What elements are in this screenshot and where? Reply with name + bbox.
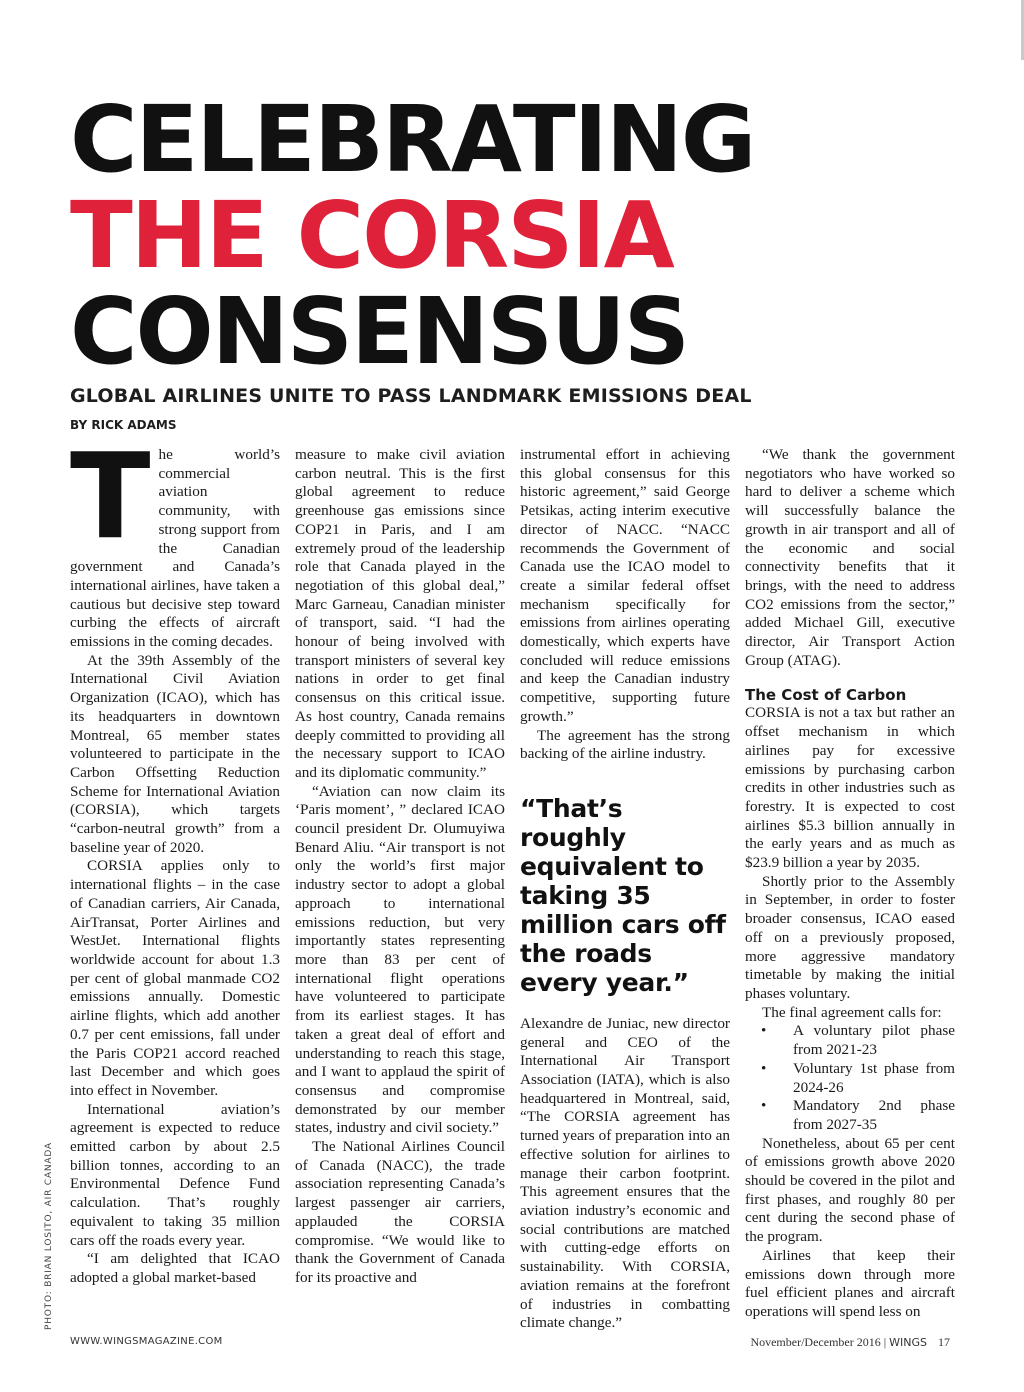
footer-website: WWW.WINGSMAGAZINE.COM: [70, 1336, 223, 1347]
headline-line-2: THE CORSIA: [70, 182, 673, 289]
bullet-list: [745, 1022, 955, 1134]
headline-line-1: CELEBRATING: [70, 86, 755, 193]
footer-issue: November/December 2016: [750, 1335, 881, 1349]
paragraph: Nonetheless, about 65 per cent of emissions growth above 2020 should be covered in the pilot and first phases, and roughly 80 per cent during the second phase of the program.: [745, 1134, 955, 1246]
paragraph: measure to make civil aviation carbon neutral. This is the first global agreement to reduce greenhouse gas emissions since COP21 in Paris, and I am extremely proud of the leadership role that Canada played in the negotiation of this global deal,” Marc Garneau, Canadian minister of transport, said. “I had the honour of being involved with transport ministers of several key nations in order to get final consensus on this critical issue. As host country, Canada remains deeply committed to providing all the necessary support to ICAO and its diplomatic community.”: [295, 446, 505, 781]
footer-publication: WINGS: [889, 1336, 927, 1349]
footer-separator: |: [883, 1335, 887, 1349]
bullet-item: • A voluntary pilot phase from 2021-23: [745, 1022, 955, 1059]
article-column-1: [70, 427, 280, 1288]
paragraph: Alexandre de Juniac, new director general and CEO of the International Air Transport Association (IATA), which is also headquartered in Montreal, said, “The CORSIA agreement has turned years of preparation into an effective solution for airlines to manage their carbon footprint. This agreement ensures that the aviation industry’s economic and social contributions are matched with cutting-edge efforts on sustainability. With CORSIA, aviation remains at the forefront of industries in combatting climate change.”: [520, 1014, 730, 1332]
paragraph: “We thank the government negotiators who have worked so hard to deliver a scheme which will successfully balance the growth in air transport and all of the economic and social connectivity benefits that it brings, with the need to address CO2 emissions from the sector,” added Michael Gill, executive director, Air Transport Action Group (ATAG).: [745, 446, 955, 669]
footer-folio: [750, 1335, 950, 1350]
paragraph: instrumental effort in achieving this global consensus for this historic agreement,” said George Petsikas, acting interim executive director of NACC. “NACC recommends the Government of Canada use the ICAO model to create a similar federal offset mechanism specifically for emissions from airlines operating domestically, which experts have concluded will reduce emissions and keep the Canadian industry competitive, supporting future growth.”: [520, 446, 730, 725]
paragraph: International aviation’s agreement is expected to reduce emitted carbon by about 2.5 billion tonnes, according to an Environmental Defence Fund calculation. That’s roughly equivalent to taking 35 million cars off the roads every year.: [70, 1100, 280, 1249]
drop-cap: T: [70, 427, 151, 565]
paragraph: “I am delighted that ICAO adopted a global market-based: [70, 1250, 280, 1286]
paragraph: Airlines that keep their emissions down through more fuel efficient planes and aircraft operations will spend less on: [745, 1246, 955, 1320]
paragraph-text: he world’s commercial aviation community, with strong support from the Canadian government and Canada’s international airlines, have taken a cautious but decisive step toward curbing the effects of aircraft emissions in the coming decades.: [70, 446, 280, 651]
article-column-2: [295, 446, 505, 1288]
paragraph: [70, 427, 280, 652]
paragraph: Shortly prior to the Assembly in September, in order to foster broader consensus, ICAO eased off on a previously proposed, more aggressive mandatory timetable by making the initial phases voluntary.: [745, 872, 955, 1002]
bullet-item: • Voluntary 1st phase from 2024-26: [745, 1060, 955, 1097]
paragraph: CORSIA is not a tax but rather an offset mechanism in which airlines pay for excessive emissions by purchasing carbon credits in other industries such as forestry. It is expected to cost airlines $5.3 billion annually in the early years and as much as $23.9 billion a year by 2035.: [745, 704, 955, 872]
article-column-3: [520, 446, 730, 1333]
bullet-item: • Mandatory 2nd phase from 2027-35: [745, 1097, 955, 1134]
paragraph: At the 39th Assembly of the International Civil Aviation Organization (ICAO), which has its headquarters in downtown Montreal, 65 member states volunteered to participate in the Carbon Offsetting Reduction Scheme for International Aviation (CORSIA), which targets “carbon-neutral growth” from a baseline year of 2020.: [70, 651, 280, 856]
headline: [70, 86, 755, 385]
paragraph: The final agreement calls for:: [762, 1003, 942, 1021]
paragraph: “Aviation can now claim its ‘Paris moment’, ” declared ICAO council president Dr. Olumuyiwa Benard Aliu. “Air transport is not only the world’s first major industry sector to adopt a global approach to international emissions reduction, but very importantly states representing more than 83 per cent of international flight operations have volunteered to participate from its earliest stages. It has taken a great deal of effort and understanding to reach this stage, and I want to applaud the spirit of consensus and compromise demonstrated by our member states, industry and civil society.”: [295, 782, 505, 1137]
subheadline: GLOBAL AIRLINES UNITE TO PASS LANDMARK EMISSIONS DEAL: [70, 385, 752, 407]
paragraph: CORSIA applies only to international flights – in the case of Canadian carriers, Air Canada, AirTransat, Porter Airlines and WestJet. International flights worldwide account for about 1.3 per cent of global manmade CO2 emissions annually. Domestic airline flights, which add another 0.7 per cent emissions, fall under the Paris COP21 accord reached last December and which goes into effect in November.: [70, 857, 280, 1099]
paragraph: The agreement has the strong backing of the airline industry.: [520, 726, 730, 763]
photo-credit: PHOTO: BRIAN LOSITO, AIR CANADA: [44, 1142, 54, 1330]
page-number: 17: [938, 1335, 950, 1349]
article-column-4: [745, 446, 955, 1322]
pull-quote: “That’s roughly equivalent to taking 35 million cars off the roads every year.”: [520, 793, 726, 997]
paragraph: The National Airlines Council of Canada (NACC), the trade association representing Canada’s largest passenger air carriers, applauded the CORSIA compromise. “We would like to thank the Government of Canada for its proactive and: [295, 1138, 505, 1286]
byline: BY RICK ADAMS: [70, 418, 177, 432]
headline-line-3: CONSENSUS: [70, 278, 689, 385]
section-heading: The Cost of Carbon: [745, 686, 907, 705]
